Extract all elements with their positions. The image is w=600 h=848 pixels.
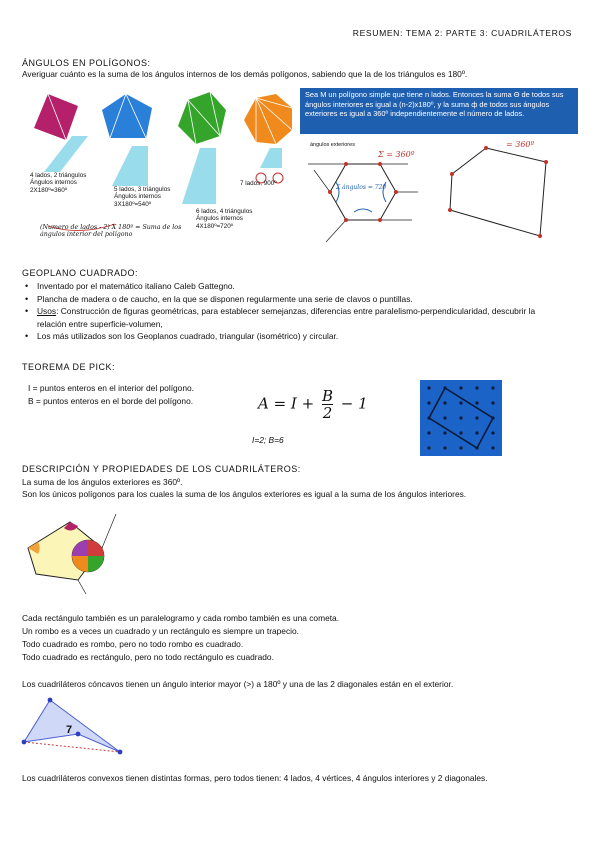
section-heading-angles: ÁNGULOS EN POLÍGONOS:	[22, 58, 151, 68]
green-hexagon	[178, 92, 226, 144]
polygon-angle-theorem-box: Sea M un polígono simple que tiene n lados. Entonces la suma Θ de todos sus ángulos interiores es igual a (n-2)x180º, y la suma ф de todos sus ángulos exteriores es igual a 360º independientemente el número de lados.	[300, 88, 578, 134]
orange-heptagon	[244, 94, 292, 144]
callout-pentagon	[112, 146, 148, 186]
quads-line2: Son los únicos polígonos para los cuales la suma de los ángulos exteriores es igual a la suma de los ángulos interiores.	[22, 489, 467, 499]
section-heading-quads: DESCRIPCIÓN Y PROPIEDADES DE LOS CUADRILÁTEROS:	[22, 464, 301, 474]
callout-heptagon	[260, 148, 282, 168]
irregular-polygon-sketch	[430, 140, 580, 244]
callout-hexagon	[182, 148, 216, 204]
geoboard-image	[420, 380, 502, 456]
pick-def-i: I = puntos enteros en el interior del polígono.	[28, 383, 194, 393]
handwritten-formula: (Numero de lados - 2) X 180º = Suma de los ángulos interior del polígono	[40, 224, 182, 239]
polygon-triangulation-figure	[20, 86, 300, 246]
magenta-quadrilateral	[34, 94, 78, 140]
sketch-label-outer2: = 360º	[506, 140, 535, 149]
quadrilateral-angles-figure	[20, 508, 124, 596]
pick-example: I=2; B=6	[252, 435, 284, 445]
quads-fact-3: Todo cuadrado es rombo, pero no todo rombo es cuadrado.	[22, 639, 244, 649]
pick-def-b: B = puntos enteros en el borde del polígono.	[28, 396, 194, 406]
note-hexagon: 6 lados, 4 triángulos Ángulos internos 4X180º=720º	[196, 208, 253, 230]
geoplano-list	[22, 280, 562, 343]
sketch-label-sum-outer: Σ = 360º	[378, 150, 415, 159]
quads-concave: Los cuadriláteros cóncavos tienen un ángulo interior mayor (>) a 180º y una de las 2 diagonales están en el exterior.	[22, 679, 454, 689]
section-heading-pick: TEOREMA DE PICK:	[22, 362, 116, 372]
pick-formula: A = I + $\frac{B}{2}$ − 1	[258, 387, 368, 422]
page-header: RESUMEN: TEMA 2: PARTE 3: CUADRILÁTEROS	[352, 28, 572, 38]
list-item: • Los más utilizados son los Geoplanos cuadrado, triangular (isométrico) y circular.	[22, 330, 562, 343]
note-square: 4 lados, 2 triángulos Ángulos internos 2X180º=360º	[30, 172, 87, 194]
quads-fact-1: Cada rectángulo también es un paralelogramo y cada rombo también es una cometa.	[22, 613, 340, 623]
sketch-label-sum-inner: Σ ángulos = 720	[336, 184, 387, 191]
quads-convex: Los cuadriláteros convexos tienen distintas formas, pero todos tienen: 4 lados, 4 vértices, 4 ángulos interiores y 2 diagonales.	[22, 773, 488, 783]
blue-pentagon	[102, 94, 152, 138]
list-item: • Usos: Construcción de figuras geométricas, para establecer semejanzas, diferencias entre paralelismo-perpendicularidad, descubrir la relación entre superficie-volumen,	[22, 305, 562, 330]
section-heading-geoplano: GEOPLANO CUADRADO:	[22, 268, 139, 278]
callout-square	[44, 136, 88, 172]
quads-line1: La suma de los ángulos exteriores es 360º.	[22, 477, 183, 487]
sketch-label-exterior: ángulos exteriores	[310, 142, 355, 148]
list-item: • Inventado por el matemático italiano Caleb Gattegno.	[22, 280, 562, 293]
angles-intro: Averiguar cuánto es la suma de los ángulos internos de los demás polígonos, sabiendo que la de los triángulos es 180º.	[22, 69, 468, 79]
concave-angle-label: 7	[66, 724, 73, 736]
quads-fact-2: Un rombo es a veces un cuadrado y un rectángulo es siempre un trapecio.	[22, 626, 299, 636]
note-pentagon: 5 lados, 3 triángulos Ángulos internos 3X180º=540º	[114, 186, 171, 208]
note-heptagon: 7 lados, 900º	[240, 180, 277, 187]
quads-fact-4: Todo cuadrado es rectángulo, pero no todo rectángulo es cuadrado.	[22, 652, 274, 662]
list-item: • Plancha de madera o de caucho, en la que se disponen regularmente una serie de clavos o puntillas.	[22, 293, 562, 306]
